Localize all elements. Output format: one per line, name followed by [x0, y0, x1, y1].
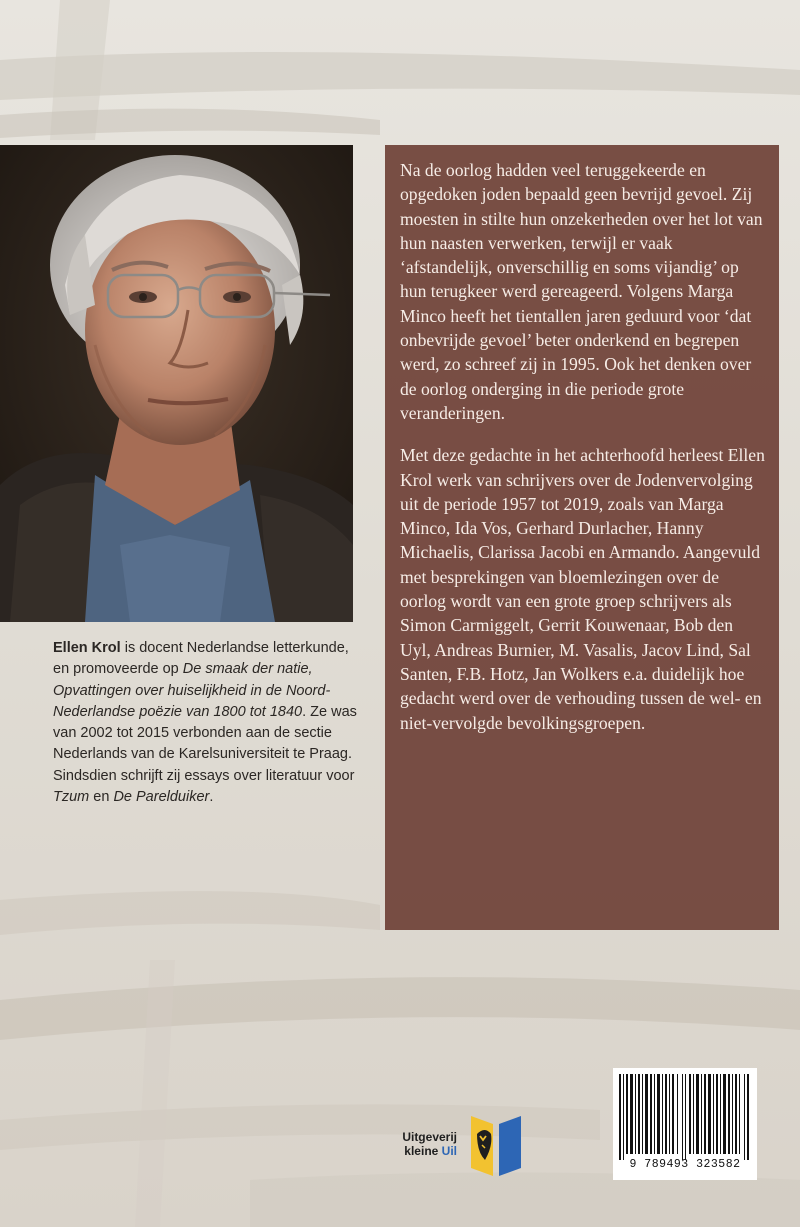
publisher-name	[382, 1130, 457, 1158]
barcode-bars	[619, 1074, 751, 1160]
isbn-number: 9 789493 323582	[629, 1158, 741, 1171]
magazine-tzum: Tzum	[53, 789, 90, 806]
owl-book-icon	[467, 1112, 525, 1178]
publisher-line-2b: Uil	[441, 1144, 457, 1158]
publisher-line-2a: kleine	[404, 1144, 442, 1158]
publisher-line-2	[382, 1144, 457, 1158]
publisher-line-1: Uitgeverij	[402, 1130, 457, 1144]
blurb-paragraph-1: Na de oorlog hadden veel teruggekeerde en opgedoken joden bepaald geen bevrijd gevoel. Zij moesten in stilte hun onzekerheden over het lot van hun naasten verwerken, terwijl er vaak ‘afstandelijk, onverschillig en soms vijandig’ op hun terugkeer werd gereageerd. Volgens Marga Minco heeft het tientallen jaren geduurd voor ‘dat onbevrijde gevoel’ beter onderkend en begrepen werd, zo schreef zij in 1995. Ook het denken over de oorlog onderging in die periode grote veranderingen.	[400, 160, 763, 423]
author-bio	[53, 638, 358, 808]
magazine-parelduiker: De Parelduiker	[113, 789, 210, 806]
thesis-title: De smaak der natie, Opvattingen over huiselijkheid in de Noord-Nederlandse poëzie van 1800 tot 1840	[53, 661, 331, 720]
author-name: Ellen Krol	[53, 640, 121, 656]
publisher-logo	[382, 1112, 527, 1178]
bio-text-2: . Ze was van 2002 tot 2015 verbonden aan de sectie Nederlands van de Karelsuniversiteit te Praag. Sindsdien schrijft zij essays over literatuur voor	[53, 703, 357, 784]
isbn-barcode	[613, 1068, 757, 1180]
bio-text-1: is docent Nederlandse letterkunde, en promoveerde op	[53, 640, 349, 678]
blurb-box	[385, 145, 779, 930]
blurb-paragraph-2: Met deze gedachte in het achterhoofd herleest Ellen Krol werk van schrijvers over de Jodenvervolging uit de periode 1957 tot 2019, zoals van Marga Minco, Ida Vos, Gerhard Durlacher, Hanny Michaelis, Clarissa Jacobi en Armando. Aangevuld met besprekingen van bloemlezingen over de oorlog wordt van een grote groep schrijvers als Simon Carmiggelt, Gerrit Kouwenaar, Bob den Uyl, Andreas Burnier, M. Vasalis, Jacov Lind, Sal Santen, F.B. Hotz, Jan Wolkers e.a. duidelijk hoe gedacht werd over de verhouding tussen de wel- en niet-vervolgde bevolkingsgroepen.	[400, 445, 765, 733]
bio-end: .	[209, 789, 214, 806]
bio-conjunction: en	[89, 789, 114, 806]
author-photo	[0, 145, 353, 622]
